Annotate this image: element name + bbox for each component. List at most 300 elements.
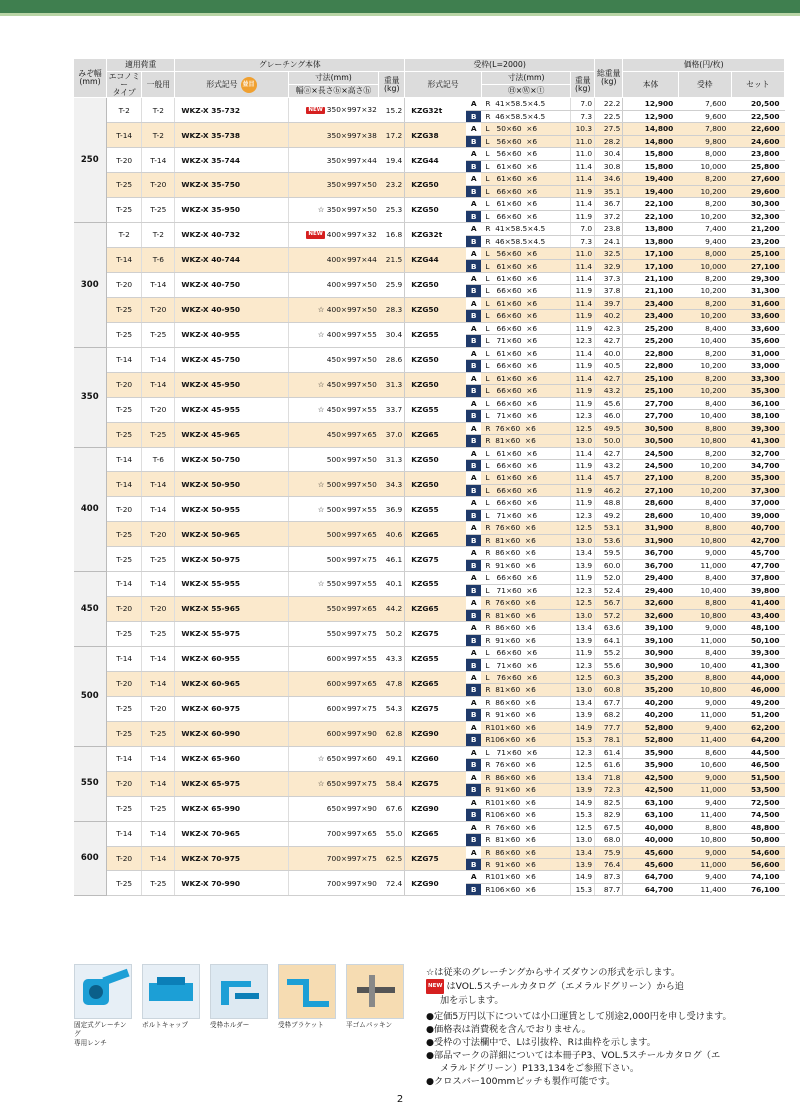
total-weight: 32.5	[595, 248, 623, 260]
model-code: WKZ-X 70-965	[175, 821, 288, 846]
header-width: みぞ幅 (mm)	[74, 59, 107, 98]
body-price: 32,600	[623, 597, 678, 609]
body-price: 24,500	[623, 459, 678, 471]
set-price: 43,400	[731, 609, 784, 621]
dims-text: 550×997×55	[326, 579, 377, 589]
frame-price: 10,200	[678, 310, 731, 322]
table-row	[74, 796, 785, 808]
frame-price: 11,400	[678, 883, 731, 895]
set-price: 27,100	[731, 260, 784, 272]
frame-weight: 11.9	[571, 484, 595, 496]
set-price: 20,500	[731, 98, 784, 110]
frame-weight: 7.0	[571, 223, 595, 235]
total-weight: 61.6	[595, 759, 623, 771]
frame-weight: 11.4	[571, 260, 595, 272]
frame-weight: 7.0	[571, 98, 595, 110]
dims-text: 400×997×50	[326, 305, 377, 315]
total-weight: 28.2	[595, 135, 623, 147]
frame-dims: R 86×60 ×6	[481, 771, 571, 783]
total-weight: 50.0	[595, 435, 623, 447]
frame-dims: R 86×60 ×6	[481, 547, 571, 559]
grating-weight: 31.3	[379, 372, 405, 397]
frame-type: A	[466, 597, 481, 609]
dims-text: 500×997×75	[326, 554, 377, 564]
frame-dims: R 91×60 ×6	[481, 784, 571, 796]
table-row	[74, 347, 785, 359]
note-star: ☆は従来のグレーチングからサイズダウンの形式を示します。	[426, 967, 681, 978]
eco-load: T-14	[107, 572, 142, 597]
set-price: 23,800	[731, 148, 784, 160]
frame-dims: L 66×60 ×6	[481, 459, 571, 471]
total-weight: 76.4	[595, 858, 623, 870]
general-load: T-14	[142, 572, 175, 597]
grating-dims	[288, 148, 379, 173]
frame-price: 8,200	[678, 347, 731, 359]
frame-price: 9,400	[678, 721, 731, 733]
model-code: WKZ-X 45-955	[175, 397, 288, 422]
frame-weight: 13.0	[571, 834, 595, 846]
table-row	[74, 472, 785, 484]
table-row	[74, 148, 785, 160]
frame-price: 10,600	[678, 759, 731, 771]
grating-weight: 50.2	[379, 622, 405, 647]
frame-weight: 12.3	[571, 659, 595, 671]
frame-model: KZG50	[405, 447, 466, 472]
eco-load: T-25	[107, 871, 142, 896]
frame-type: B	[466, 360, 481, 372]
dims-text: 650×997×90	[326, 803, 377, 813]
grating-weight: 16.8	[379, 223, 405, 248]
frame-weight: 13.9	[571, 784, 595, 796]
frame-type: A	[466, 223, 481, 235]
total-weight: 61.4	[595, 746, 623, 758]
frame-weight: 13.0	[571, 684, 595, 696]
total-weight: 42.7	[595, 335, 623, 347]
frame-dims: R101×60 ×6	[481, 796, 571, 808]
frame-type: B	[466, 734, 481, 746]
set-price: 74,500	[731, 809, 784, 821]
set-price: 64,200	[731, 734, 784, 746]
frame-model: KZG50	[405, 347, 466, 372]
frame-weight: 11.9	[571, 497, 595, 509]
grating-dims	[288, 447, 379, 472]
part-frame-holder	[210, 964, 268, 1049]
frame-price: 8,000	[678, 248, 731, 260]
frame-dims: L 71×60 ×6	[481, 509, 571, 521]
frame-type: A	[466, 322, 481, 334]
width-cell: 600	[74, 821, 107, 896]
width-cell: 250	[74, 98, 107, 223]
frame-model: KZG32t	[405, 98, 466, 123]
note-3: ●受枠の寸法欄中で、Lは引抜枠、Rは曲枠を示します。	[426, 1037, 656, 1048]
set-price: 72,500	[731, 796, 784, 808]
grating-weight: 25.3	[379, 198, 405, 223]
grating-weight: 19.4	[379, 148, 405, 173]
body-price: 27,700	[623, 397, 678, 409]
eco-load: T-14	[107, 248, 142, 273]
frame-model: KZG50	[405, 198, 466, 223]
grating-weight: 62.8	[379, 721, 405, 746]
eco-load: T-25	[107, 297, 142, 322]
frame-price: 10,200	[678, 360, 731, 372]
frame-dims: R 91×60 ×6	[481, 559, 571, 571]
eco-load: T-20	[107, 671, 142, 696]
general-load: T-14	[142, 671, 175, 696]
frame-weight: 11.4	[571, 198, 595, 210]
general-load: T-14	[142, 647, 175, 672]
table-row	[74, 272, 785, 284]
frame-dims: R 41×58.5×4.5	[481, 223, 571, 235]
table-row	[74, 597, 785, 609]
grating-dims	[288, 696, 379, 721]
frame-type: A	[466, 696, 481, 708]
model-code: WKZ-X 60-965	[175, 671, 288, 696]
table-row	[74, 422, 785, 434]
frame-weight: 13.4	[571, 696, 595, 708]
general-load: T-2	[142, 98, 175, 123]
frame-dims: L 61×60 ×6	[481, 272, 571, 284]
general-load: T-20	[142, 696, 175, 721]
frame-type: B	[466, 684, 481, 696]
eco-load: T-25	[107, 422, 142, 447]
dims-text: 350×997×38	[326, 130, 377, 140]
frame-model: KZG50	[405, 173, 466, 198]
set-price: 33,600	[731, 310, 784, 322]
frame-type: B	[466, 435, 481, 447]
frame-model: KZG55	[405, 322, 466, 347]
table-row	[74, 98, 785, 110]
set-price: 22,600	[731, 123, 784, 135]
frame-dims: L 61×60 ×6	[481, 447, 571, 459]
eco-load: T-25	[107, 696, 142, 721]
set-price: 31,000	[731, 347, 784, 359]
set-price: 50,100	[731, 634, 784, 646]
body-price: 35,200	[623, 684, 678, 696]
general-load: T-14	[142, 472, 175, 497]
frame-model: KZG75	[405, 846, 466, 871]
set-price: 25,800	[731, 160, 784, 172]
frame-dims: L 66×60 ×6	[481, 285, 571, 297]
frame-price: 10,800	[678, 534, 731, 546]
dims-text: 350×997×50	[326, 180, 377, 190]
total-weight: 42.3	[595, 322, 623, 334]
frame-type: B	[466, 858, 481, 870]
frame-weight: 11.9	[571, 385, 595, 397]
grating-dims	[288, 322, 379, 347]
frame-weight: 12.3	[571, 410, 595, 422]
frame-weight: 11.4	[571, 372, 595, 384]
general-load: T-25	[142, 796, 175, 821]
total-weight: 34.6	[595, 173, 623, 185]
frame-weight: 12.3	[571, 746, 595, 758]
set-price: 34,700	[731, 459, 784, 471]
header-price: 価格(円/枚)	[623, 59, 785, 72]
frame-dims: L 56×60 ×6	[481, 148, 571, 160]
model-code: WKZ-X 40-732	[175, 223, 288, 248]
frame-dims: L 66×60 ×6	[481, 322, 571, 334]
frame-type: A	[466, 647, 481, 659]
new-icon: NEW	[308, 106, 323, 113]
frame-weight: 13.9	[571, 709, 595, 721]
frame-type: A	[466, 422, 481, 434]
frame-dims: R 76×60 ×6	[481, 821, 571, 833]
frame-price: 9,000	[678, 696, 731, 708]
frame-price: 9,400	[678, 796, 731, 808]
frame-price: 10,200	[678, 210, 731, 222]
frame-weight: 11.9	[571, 185, 595, 197]
star-icon: ☆	[317, 404, 325, 414]
general-load: T-20	[142, 397, 175, 422]
frame-dims: R 91×60 ×6	[481, 634, 571, 646]
model-code: WKZ-X 65-960	[175, 746, 288, 771]
table-row	[74, 198, 785, 210]
top-banner	[0, 0, 800, 16]
grating-dims	[288, 846, 379, 871]
eco-load: T-14	[107, 746, 142, 771]
frame-price: 8,200	[678, 272, 731, 284]
total-weight: 67.7	[595, 696, 623, 708]
frame-weight: 10.3	[571, 123, 595, 135]
bolt-cap-icon	[142, 964, 200, 1019]
set-price: 29,600	[731, 185, 784, 197]
frame-price: 10,000	[678, 160, 731, 172]
part-rubber-packing	[346, 964, 404, 1049]
grating-weight: 47.8	[379, 671, 405, 696]
frame-type: A	[466, 447, 481, 459]
set-price: 31,300	[731, 285, 784, 297]
eco-load: T-14	[107, 472, 142, 497]
frame-weight: 11.0	[571, 135, 595, 147]
header-frame-dims-sub: Ⓗ×Ⓦ×ⓣ	[481, 85, 571, 98]
frame-type: A	[466, 871, 481, 883]
grating-dims	[288, 572, 379, 597]
frame-weight: 11.0	[571, 148, 595, 160]
set-price: 51,500	[731, 771, 784, 783]
grating-weight: 46.1	[379, 547, 405, 572]
frame-weight: 11.9	[571, 310, 595, 322]
grating-dims	[288, 622, 379, 647]
grating-dims	[288, 746, 379, 771]
frame-model: KZG65	[405, 597, 466, 622]
total-weight: 43.2	[595, 385, 623, 397]
set-price: 31,600	[731, 297, 784, 309]
frame-price: 8,800	[678, 671, 731, 683]
dims-text: 650×997×60	[326, 754, 377, 764]
frame-dims: L 61×60 ×6	[481, 297, 571, 309]
dims-text: 350×997×44	[326, 155, 377, 165]
frame-type: B	[466, 834, 481, 846]
eco-load: T-20	[107, 497, 142, 522]
general-load: T-25	[142, 547, 175, 572]
grating-dims	[288, 821, 379, 846]
frame-weight: 12.3	[571, 584, 595, 596]
table-row	[74, 746, 785, 758]
frame-dims: L 71×60 ×6	[481, 410, 571, 422]
frame-price: 8,800	[678, 597, 731, 609]
width-cell: 300	[74, 223, 107, 348]
body-price: 39,100	[623, 634, 678, 646]
set-price: 33,300	[731, 372, 784, 384]
dims-text: 450×997×55	[326, 404, 377, 414]
body-price: 25,100	[623, 385, 678, 397]
frame-dims: R 76×60 ×6	[481, 759, 571, 771]
total-weight: 22.5	[595, 110, 623, 122]
model-code: WKZ-X 60-975	[175, 696, 288, 721]
table-row	[74, 821, 785, 833]
table-row	[74, 297, 785, 309]
set-price: 48,100	[731, 622, 784, 634]
body-price: 52,800	[623, 721, 678, 733]
frame-weight: 11.9	[571, 322, 595, 334]
total-weight: 60.0	[595, 559, 623, 571]
general-load: T-2	[142, 123, 175, 148]
table-row	[74, 622, 785, 634]
frame-dims: R 91×60 ×6	[481, 858, 571, 870]
eco-load: T-20	[107, 597, 142, 622]
star-icon: ☆	[317, 379, 325, 389]
note-4-cont: メラルドグリーン）P133,134をご参照下さい。	[440, 1063, 640, 1074]
frame-model: KZG50	[405, 472, 466, 497]
dims-text: 600×997×90	[326, 729, 377, 739]
frame-dims: R 81×60 ×6	[481, 609, 571, 621]
frame-dims: R 81×60 ×6	[481, 435, 571, 447]
frame-weight: 12.3	[571, 509, 595, 521]
frame-dims: L 66×60 ×6	[481, 310, 571, 322]
frame-type: A	[466, 198, 481, 210]
general-load: T-14	[142, 821, 175, 846]
total-weight: 56.7	[595, 597, 623, 609]
model-code: WKZ-X 50-950	[175, 472, 288, 497]
model-code: WKZ-X 55-955	[175, 572, 288, 597]
grating-weight: 31.3	[379, 447, 405, 472]
frame-type: A	[466, 771, 481, 783]
frame-price: 10,400	[678, 659, 731, 671]
body-price: 40,200	[623, 709, 678, 721]
set-price: 35,600	[731, 335, 784, 347]
total-weight: 27.5	[595, 123, 623, 135]
set-price: 30,300	[731, 198, 784, 210]
frame-price: 11,400	[678, 734, 731, 746]
frame-type: B	[466, 759, 481, 771]
frame-weight: 13.0	[571, 534, 595, 546]
frame-price: 10,800	[678, 834, 731, 846]
body-price: 36,700	[623, 559, 678, 571]
frame-price: 8,600	[678, 746, 731, 758]
frame-weight: 13.4	[571, 547, 595, 559]
body-price: 12,900	[623, 110, 678, 122]
frame-type: A	[466, 472, 481, 484]
body-price: 25,200	[623, 322, 678, 334]
model-code: WKZ-X 45-950	[175, 372, 288, 397]
set-price: 21,200	[731, 223, 784, 235]
frame-type: A	[466, 572, 481, 584]
frame-type: A	[466, 347, 481, 359]
dims-text: 400×997×44	[326, 255, 377, 265]
eco-load: T-25	[107, 796, 142, 821]
table-body	[74, 98, 785, 896]
grating-weight: 25.9	[379, 272, 405, 297]
header-grating: グレーチング本体	[175, 59, 405, 72]
total-weight: 36.7	[595, 198, 623, 210]
width-cell: 400	[74, 447, 107, 572]
frame-price: 8,400	[678, 572, 731, 584]
frame-weight: 11.9	[571, 647, 595, 659]
header-frame-weight: 重量 (kg)	[571, 72, 595, 98]
general-load: T-25	[142, 422, 175, 447]
frame-weight: 15.3	[571, 809, 595, 821]
frame-model: KZG75	[405, 547, 466, 572]
frame-dims: L 71×60 ×6	[481, 659, 571, 671]
body-price: 30,500	[623, 435, 678, 447]
frame-type: B	[466, 809, 481, 821]
total-weight: 30.8	[595, 160, 623, 172]
total-weight: 71.8	[595, 771, 623, 783]
frame-type: A	[466, 123, 481, 135]
eco-load: T-20	[107, 771, 142, 796]
body-price: 21,100	[623, 272, 678, 284]
total-weight: 53.1	[595, 522, 623, 534]
frame-model: KZG32t	[405, 223, 466, 248]
frame-model: KZG60	[405, 746, 466, 771]
frame-price: 8,200	[678, 472, 731, 484]
dims-text: 350×997×50	[326, 205, 377, 215]
frame-dims: R 81×60 ×6	[481, 834, 571, 846]
eco-load: T-14	[107, 447, 142, 472]
header-weight: 重量 (kg)	[379, 72, 405, 98]
frame-model: KZG65	[405, 522, 466, 547]
body-price: 42,500	[623, 784, 678, 796]
grating-weight: 55.0	[379, 821, 405, 846]
general-load: T-14	[142, 771, 175, 796]
frame-type: A	[466, 173, 481, 185]
grating-weight: 33.7	[379, 397, 405, 422]
eco-load: T-20	[107, 372, 142, 397]
body-price: 40,000	[623, 821, 678, 833]
frame-weight: 11.4	[571, 272, 595, 284]
frame-weight: 12.5	[571, 759, 595, 771]
body-price: 22,100	[623, 210, 678, 222]
frame-weight: 13.9	[571, 559, 595, 571]
frame-type: A	[466, 148, 481, 160]
total-weight: 45.7	[595, 472, 623, 484]
frame-price: 8,200	[678, 198, 731, 210]
frame-type: B	[466, 784, 481, 796]
table-row	[74, 696, 785, 708]
grating-dims	[288, 796, 379, 821]
general-load: T-14	[142, 372, 175, 397]
frame-type: B	[466, 160, 481, 172]
body-price: 25,200	[623, 335, 678, 347]
header-general: 一般用	[142, 72, 175, 98]
frame-price: 8,200	[678, 372, 731, 384]
grating-dims	[288, 671, 379, 696]
eco-load: T-20	[107, 272, 142, 297]
table-row	[74, 322, 785, 334]
total-weight: 82.9	[595, 809, 623, 821]
frame-type: B	[466, 559, 481, 571]
page-number: 2	[396, 1094, 404, 1105]
model-code: WKZ-X 55-965	[175, 597, 288, 622]
frame-dims: L 66×60 ×6	[481, 647, 571, 659]
rubber-packing-icon	[346, 964, 404, 1019]
frame-price: 10,200	[678, 285, 731, 297]
general-load: T-14	[142, 148, 175, 173]
part-label: ボルトキャップ	[142, 1021, 189, 1029]
frame-weight: 13.0	[571, 435, 595, 447]
frame-model: KZG50	[405, 372, 466, 397]
frame-dims: R 86×60 ×6	[481, 696, 571, 708]
grating-dims	[288, 223, 379, 248]
